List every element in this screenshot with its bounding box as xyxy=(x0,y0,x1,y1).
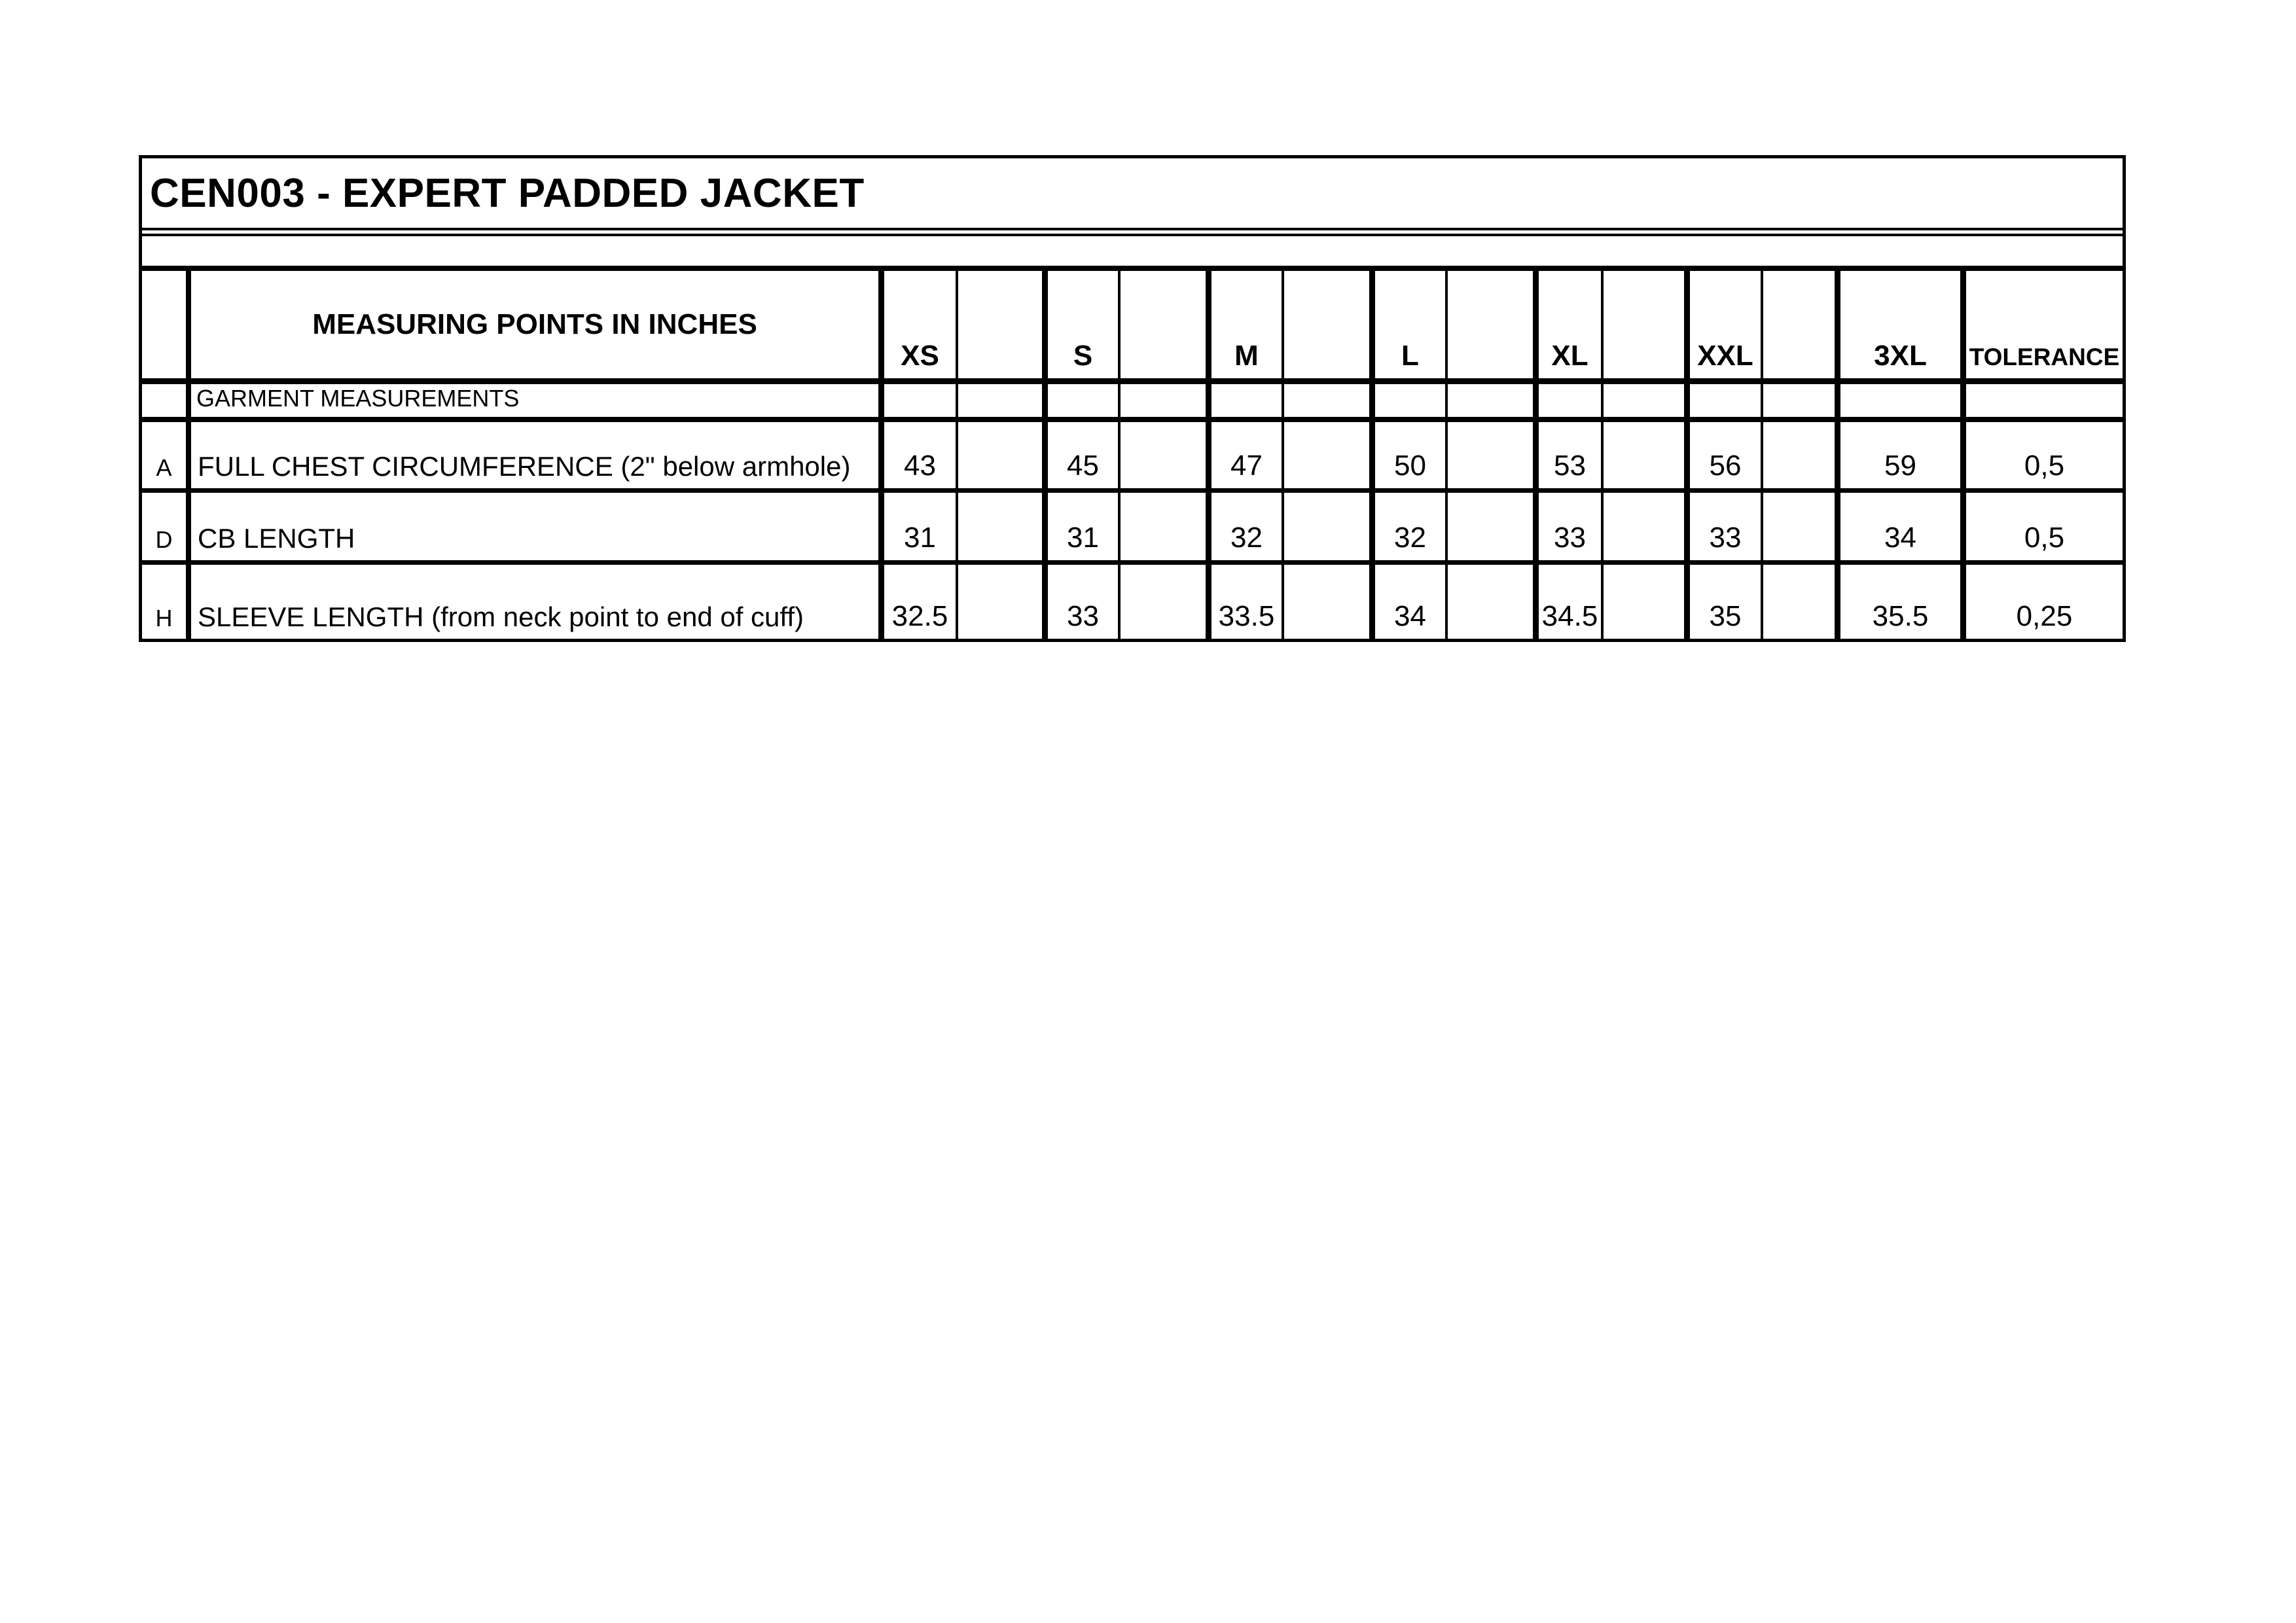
tolerance-header: TOLERANCE xyxy=(1960,271,2123,378)
empty-cell xyxy=(1448,565,1533,639)
header-size-l: L xyxy=(1369,271,1448,378)
empty-cell xyxy=(1604,422,1684,488)
value-l: 50 xyxy=(1369,422,1448,488)
header-row xyxy=(142,271,2123,384)
empty-cell xyxy=(1448,493,1533,560)
empty-cell xyxy=(1604,384,1684,417)
row-letter: A xyxy=(142,422,191,488)
header-size-xxl: XXL xyxy=(1684,271,1763,378)
value-xxl: 56 xyxy=(1684,422,1763,488)
value-s: 45 xyxy=(1042,422,1121,488)
row-letter: D xyxy=(142,493,191,560)
value-s: 31 xyxy=(1042,493,1121,560)
empty-cell xyxy=(878,384,958,417)
empty-cell xyxy=(1960,384,2123,417)
value-l: 34 xyxy=(1369,565,1448,639)
empty-cell xyxy=(958,422,1042,488)
empty-cell xyxy=(1284,384,1369,417)
value-xs: 31 xyxy=(878,493,958,560)
value-xxl: 33 xyxy=(1684,493,1763,560)
value-m: 47 xyxy=(1206,422,1284,488)
empty-cell xyxy=(1763,493,1835,560)
size-chart-table xyxy=(139,155,2126,642)
empty-cell xyxy=(958,493,1042,560)
empty-cell xyxy=(1121,384,1206,417)
empty-cell xyxy=(1763,565,1835,639)
header-gap xyxy=(1284,271,1369,378)
value-xxl: 35 xyxy=(1684,565,1763,639)
section-label: GARMENT MEASUREMENTS xyxy=(196,385,520,412)
header-size-s: S xyxy=(1042,271,1121,378)
value-3xl: 34 xyxy=(1835,493,1960,560)
empty-cell xyxy=(1284,565,1369,639)
spacer-row xyxy=(142,236,2123,271)
empty-cell xyxy=(1684,384,1763,417)
value-xl: 53 xyxy=(1533,422,1604,488)
header-size-m: M xyxy=(1206,271,1284,378)
empty-cell xyxy=(1121,493,1206,560)
value-xs: 32.5 xyxy=(878,565,958,639)
empty-cell xyxy=(958,384,1042,417)
empty-cell xyxy=(1835,384,1960,417)
row-letter: H xyxy=(142,565,191,639)
empty-cell xyxy=(1448,422,1533,488)
section-letter-cell xyxy=(142,384,191,417)
header-gap xyxy=(1448,271,1533,378)
value-xl: 33 xyxy=(1533,493,1604,560)
value-tolerance: 0,25 xyxy=(1960,565,2123,639)
header-gap xyxy=(1763,271,1835,378)
value-xl: 34.5 xyxy=(1533,565,1604,639)
double-rule xyxy=(142,228,2123,236)
empty-cell xyxy=(1763,422,1835,488)
header-gap xyxy=(958,271,1042,378)
empty-cell xyxy=(958,565,1042,639)
measurement-name: FULL CHEST CIRCUMFERENCE (2" below armhole) xyxy=(198,451,851,482)
empty-cell xyxy=(1042,384,1121,417)
table-row-a xyxy=(142,422,2123,493)
empty-cell xyxy=(1448,384,1533,417)
empty-cell xyxy=(1533,384,1604,417)
section-row xyxy=(142,384,2123,422)
empty-cell xyxy=(1604,565,1684,639)
empty-cell xyxy=(1604,493,1684,560)
header-size-xl: XL xyxy=(1533,271,1604,378)
empty-cell xyxy=(1284,422,1369,488)
header-gap xyxy=(1121,271,1206,378)
value-tolerance: 0,5 xyxy=(1960,493,2123,560)
header-gap xyxy=(1604,271,1684,378)
empty-cell xyxy=(1121,565,1206,639)
header-letter-cell xyxy=(142,271,191,378)
empty-cell xyxy=(1369,384,1448,417)
value-3xl: 35.5 xyxy=(1835,565,1960,639)
measuring-points-header: MEASURING POINTS IN INCHES xyxy=(312,308,757,340)
empty-cell xyxy=(1121,422,1206,488)
table-row-d xyxy=(142,493,2123,565)
value-tolerance: 0,5 xyxy=(1960,422,2123,488)
empty-cell xyxy=(1763,384,1835,417)
value-m: 33.5 xyxy=(1206,565,1284,639)
value-s: 33 xyxy=(1042,565,1121,639)
empty-cell xyxy=(1284,493,1369,560)
value-3xl: 59 xyxy=(1835,422,1960,488)
header-size-xs: XS xyxy=(878,271,958,378)
measurement-name: SLEEVE LENGTH (from neck point to end of cuff) xyxy=(198,601,804,632)
header-size-3xl: 3XL xyxy=(1835,271,1960,378)
value-xs: 43 xyxy=(878,422,958,488)
table-row-h xyxy=(142,565,2123,639)
measurement-name: CB LENGTH xyxy=(198,523,355,554)
title-row xyxy=(142,158,2123,228)
value-l: 32 xyxy=(1369,493,1448,560)
value-m: 32 xyxy=(1206,493,1284,560)
empty-cell xyxy=(1206,384,1284,417)
page-title: CEN003 - EXPERT PADDED JACKET xyxy=(150,170,865,216)
